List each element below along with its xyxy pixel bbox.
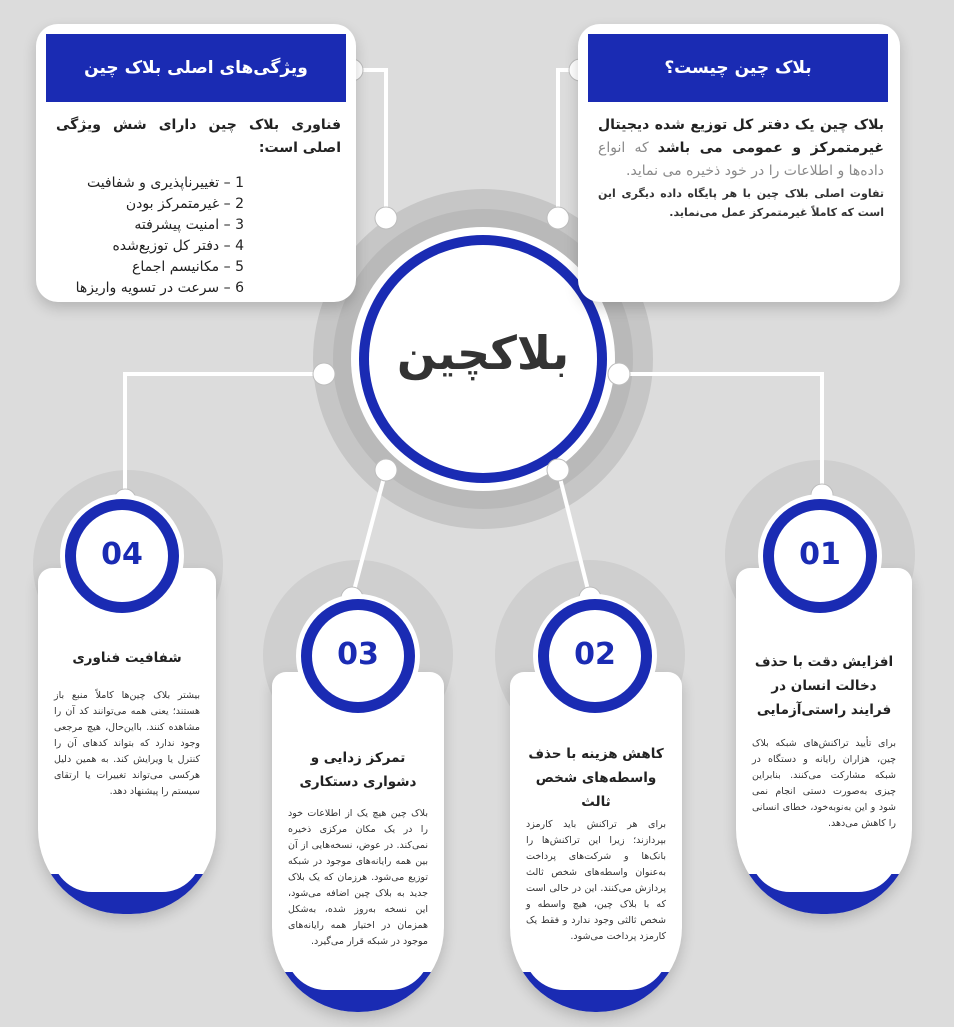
feature-item: 5 – مکانیسم اجماع <box>132 259 244 275</box>
main-features-intro: فناوری بلاک چین دارای شش ویژگی اصلی است: <box>56 117 341 156</box>
definition-light: که انواع داده‌ها و اطلاعات را در خود ذخیره می نماید. <box>598 140 884 179</box>
benefit-text-04: بیشتر بلاک چین‌ها کاملاً منبع باز هستند؛ یعنی همه می‌توانند کد آن را مشاهده کنند. بااین‌حال، هیچ مرجعی وجود ندارد که بتواند کدهای آن را کنترل یا ویرایش کند. به همین دلیل هرکسی می‌تواند تغییرات یا ارتقای سیستم را پیشنهاد دهد. <box>54 690 200 797</box>
center-title: بلاکچین <box>396 326 570 380</box>
badge-number-01: 01 <box>799 537 841 572</box>
benefit-text-02: برای هر تراکنش باید کارمزد بپردازند؛ زیرا این تراکنش‌ها را بانک‌ها و شرکت‌های پرداخت به‌عنوان واسطه‌های شخص ثالث پردازش می‌کنند. این در حالی است که با بلاک چین، هیچ واسطه و شخص ثالثی وجود ندارد و فقط یک کارمزد پرداخت می‌شود. <box>526 819 666 942</box>
badge-number-03: 03 <box>337 637 379 672</box>
definition-bold: بلاک چین یک دفتر کل توزیع شده دیجیتال غیرمتمرکز و عمومی می باشد <box>598 117 884 156</box>
benefit-text-01: برای تأیید تراکنش‌های شبکه بلاک چین، هزاران رایانه و دستگاه در شبکه مشارکت می‌کنند. بنابراین چیزی به‌صورت دستی انجام نمی شود و این به‌نوبه‌خود، خطای انسانی را کاهش می‌دهد. <box>752 738 896 829</box>
benefit-title-02: کاهش هزینه با حذف واسطه‌های شخص ثالث <box>528 746 664 810</box>
feature-item: 6 – سرعت در تسویه واریزها <box>75 280 244 296</box>
feature-item: 2 – غیرمتمرکز بودن <box>125 196 244 212</box>
badge-number-02: 02 <box>574 637 616 672</box>
benefit-title-03: تمرکز زدایی و دشواری دستکاری <box>299 750 417 790</box>
difference-text: تفاوت اصلی بلاک چین با هر پایگاه داده دیگری این است که کاملاً غیرمتمرکز عمل می‌نماید. <box>598 187 884 219</box>
feature-item: 4 – دفتر کل توزیع‌شده <box>112 238 244 254</box>
badge-number-04: 04 <box>101 537 143 572</box>
feature-item: 1 – تغییرناپذیری و شفافیت <box>86 175 244 191</box>
benefit-title-04: شفافیت فناوری <box>72 650 182 666</box>
benefit-text-03: بلاک چین هیچ یک از اطلاعات خود را در یک مکان مرکزی ذخیره نمی‌کند. در عوض، نسخه‌هایی از آن بین همه رایانه‌های موجود در شبکه توزیع می‌شود. هرزمان که یک بلاک جدید به بلاک چین اضافه می‌شود، این نسخه به‌روز شده، به‌شکل همزمان در اختیار همه رایانه‌های موجود در شبکه قرار می‌گیرد. <box>288 808 428 947</box>
what-is-blockchain-header: بلاک چین چیست؟ <box>588 34 888 102</box>
feature-item: 3 – امنیت پیشرفته <box>134 217 244 233</box>
main-features-header: ویژگی‌های اصلی بلاک چین <box>46 34 346 102</box>
benefit-title-01: افزایش دقت با حذف دخالت انسان در فرایند راستی‌آزمایی <box>754 654 894 718</box>
